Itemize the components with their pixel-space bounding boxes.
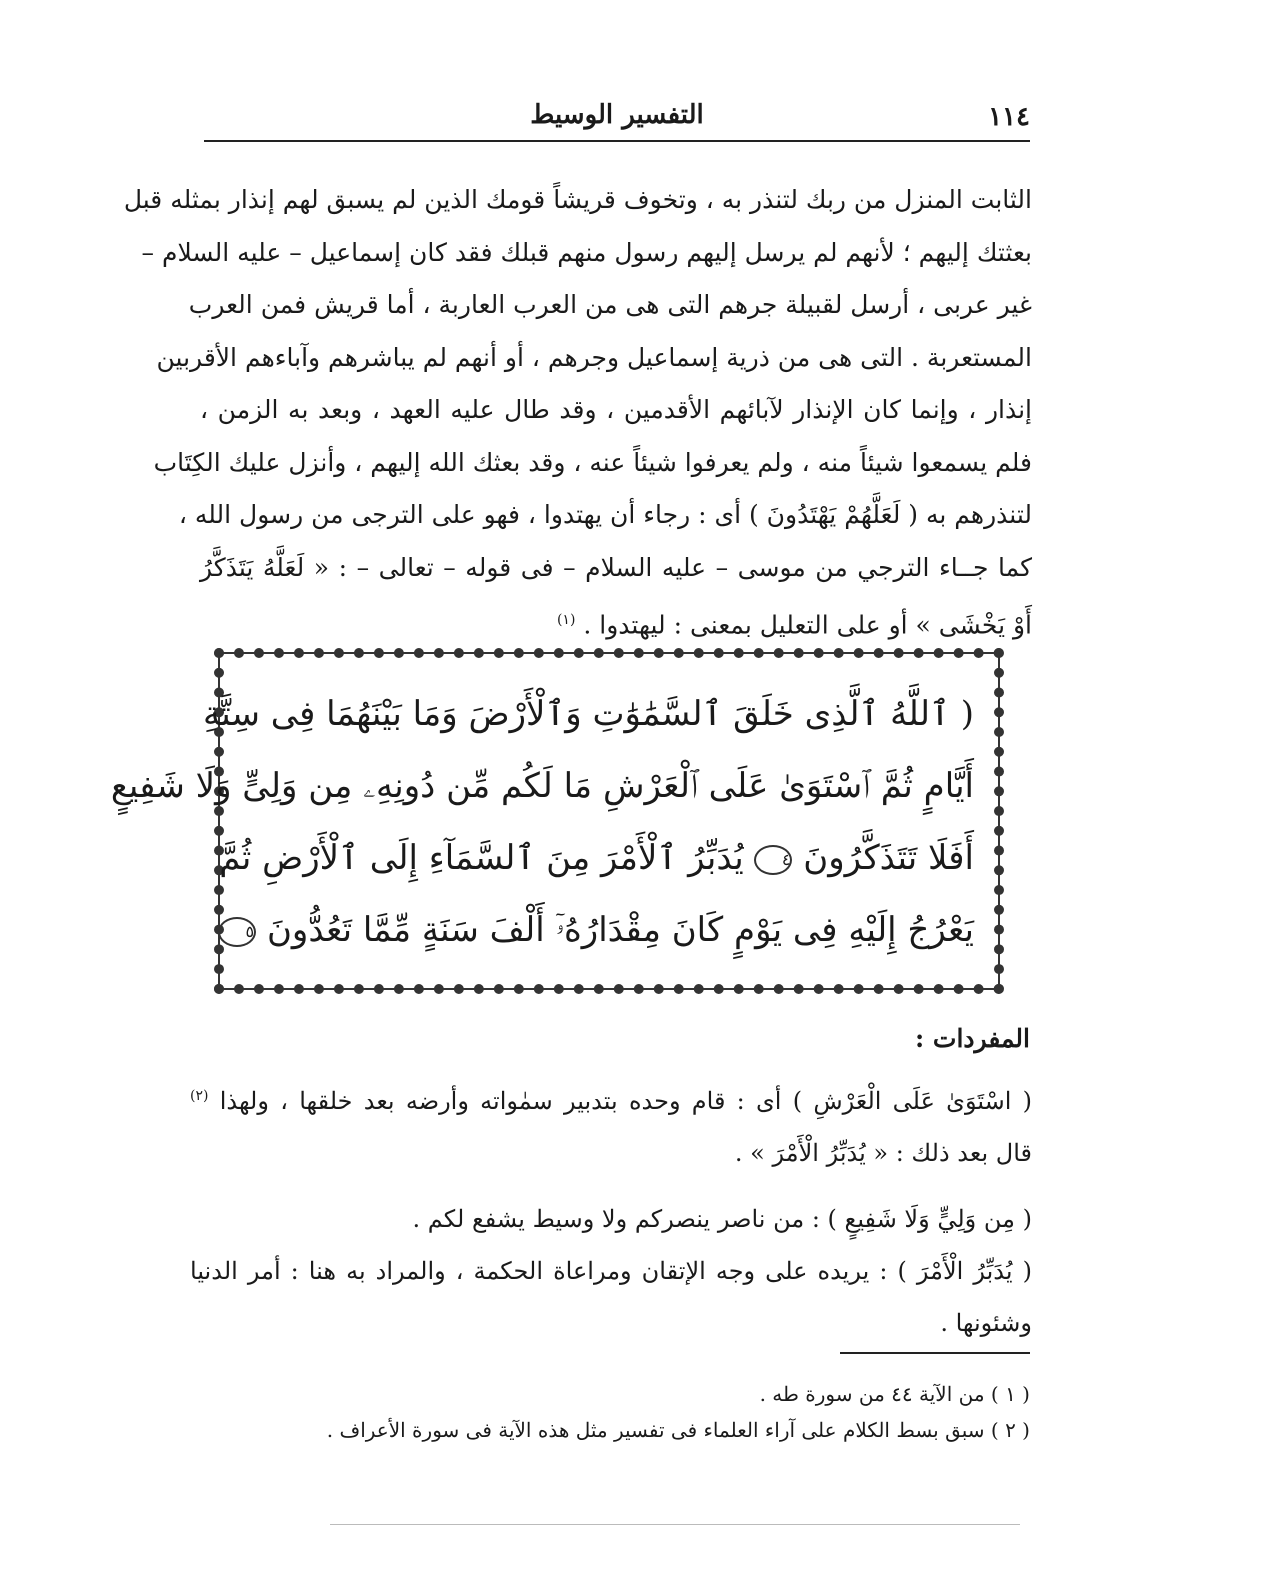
paragraph-line-text: أَوْ يَخْشَى » أو على التعليل بمعنى : ليهتدوا . xyxy=(583,610,1032,640)
verse-segment: أَفَلَا تَتَذَكَّرُونَ xyxy=(803,838,974,878)
commentary-paragraph xyxy=(123,174,1032,652)
vocab-line: قال بعد ذلك : « يُدَبِّرُ الْأَمْرَ » . xyxy=(734,1139,1032,1167)
paragraph-line: لتنذرهم به ( لَعَلَّهُمْ يَهْتَدُونَ ) أى : رجاء أن يهتدوا ، فهو على الترجى من رسول الله ، xyxy=(178,500,1032,529)
verse-line: أَيَّامٍ ثُمَّ ٱسْتَوَىٰ عَلَى ٱلْعَرْشِ مَا لَكُم مِّن دُونِهِۦ مِن وَلِىٍّ وَلَا شَفِيعٍ xyxy=(110,766,974,806)
vocabulary-section xyxy=(190,1070,1032,1349)
verse-segment: يُدَبِّرُ ٱلْأَمْرَ مِنَ ٱلسَّمَآءِ إِلَى ٱلْأَرْضِ ثُمَّ xyxy=(219,838,744,878)
verse-line: ( ٱللَّهُ ٱلَّذِى خَلَقَ ٱلسَّمَٰوَٰتِ وَٱلْأَرْضَ وَمَا بَيْنَهُمَا فِى سِتَّةِ xyxy=(203,694,974,734)
paragraph-line: بعثتك إليهم ؛ لأنهم لم يرسل إليهم رسول منهم قبلك فقد كان إسماعيل – عليه السلام – xyxy=(141,237,1032,267)
page-number: ١١٤ xyxy=(988,102,1030,132)
verse-line-4 xyxy=(245,894,974,966)
paragraph-line: المستعربة . التى هى من ذرية إسماعيل وجرهم ، أو أنهم لم يباشرهم وآباءهم الأقربين xyxy=(156,342,1032,372)
footnotes xyxy=(326,1376,1030,1448)
footnote-ref-2: (٢) xyxy=(190,1088,209,1104)
ayah-number-marker: ٤ xyxy=(754,845,792,875)
ayah-number-marker: ٥ xyxy=(218,917,256,947)
vocab-line: ( يُدَبِّرُ الْأَمْرَ ) : يريده على وجه الإتقان ومراعاة الحكمة ، والمراد به هنا : أمر الدنيا xyxy=(190,1257,1032,1285)
paragraph-line: غير عربى ، أرسل لقبيلة جرهم التى هى من العرب العاربة ، أما قريش فمن العرب xyxy=(188,290,1032,319)
paragraph-line: كما جــاء الترجي من موسى – عليه السلام – فى قوله – تعالى – : « لَعَلَّهُ يَتَذَكَّرُ xyxy=(200,552,1032,582)
vocabulary-heading: المفردات : xyxy=(914,1024,1030,1053)
book-title: التفسير الوسيط xyxy=(530,100,704,130)
footnote-separator xyxy=(840,1352,1030,1354)
vocab-line: ( مِن وَلِيٍّ وَلَا شَفِيعٍ ) : من ناصر ينصركم ولا وسيط يشفع لكم . xyxy=(412,1205,1032,1233)
footnote-1: ( ١ ) من الآية ٤٤ من سورة طه . xyxy=(759,1382,1030,1406)
paragraph-line: الثابت المنزل من ربك لتنذر به ، وتخوف قريشاً قومك الذين لم يسبق لهم إنذار بمثله قبل xyxy=(123,185,1032,214)
vocab-line: وشئونها . xyxy=(940,1309,1032,1337)
footnote-ref-1: (١) xyxy=(556,612,576,628)
quran-verse-frame xyxy=(110,648,1004,994)
spacer xyxy=(190,1179,1032,1193)
vocab-text: ( اسْتَوَىٰ عَلَى الْعَرْشِ ) أى : قام وحده بتدبير سمٰواته وأرضه بعد خلقها ، ولهذا xyxy=(219,1087,1032,1115)
paragraph-line: فلم يسمعوا شيئاً منه ، ولم يعرفوا شيئاً عنه ، وقد بعثك الله إليهم ، وأنزل عليك الكِتَاب xyxy=(153,447,1032,477)
page-bottom-rule xyxy=(330,1524,1020,1525)
paragraph-line-last xyxy=(200,594,1032,652)
paragraph-line: إنذار ، وإنما كان الإنذار لآبائهم الأقدمين ، وقد طال عليه العهد ، وبعد به الزمن ، xyxy=(200,395,1032,424)
vocab-line xyxy=(190,1070,1032,1127)
page-header xyxy=(204,96,1030,142)
verse-segment: يَعْرُجُ إِلَيْهِ فِى يَوْمٍ كَانَ مِقْدَارُهُۥٓ أَلْفَ سَنَةٍ مِّمَّا تَعُدُّونَ xyxy=(266,910,974,950)
verse-line-3 xyxy=(219,822,974,894)
quran-verse-text xyxy=(110,678,974,966)
footnote-2: ( ٢ ) سبق بسط الكلام على آراء العلماء فى تفسير مثل هذه الآية فى سورة الأعراف . xyxy=(326,1418,1030,1442)
